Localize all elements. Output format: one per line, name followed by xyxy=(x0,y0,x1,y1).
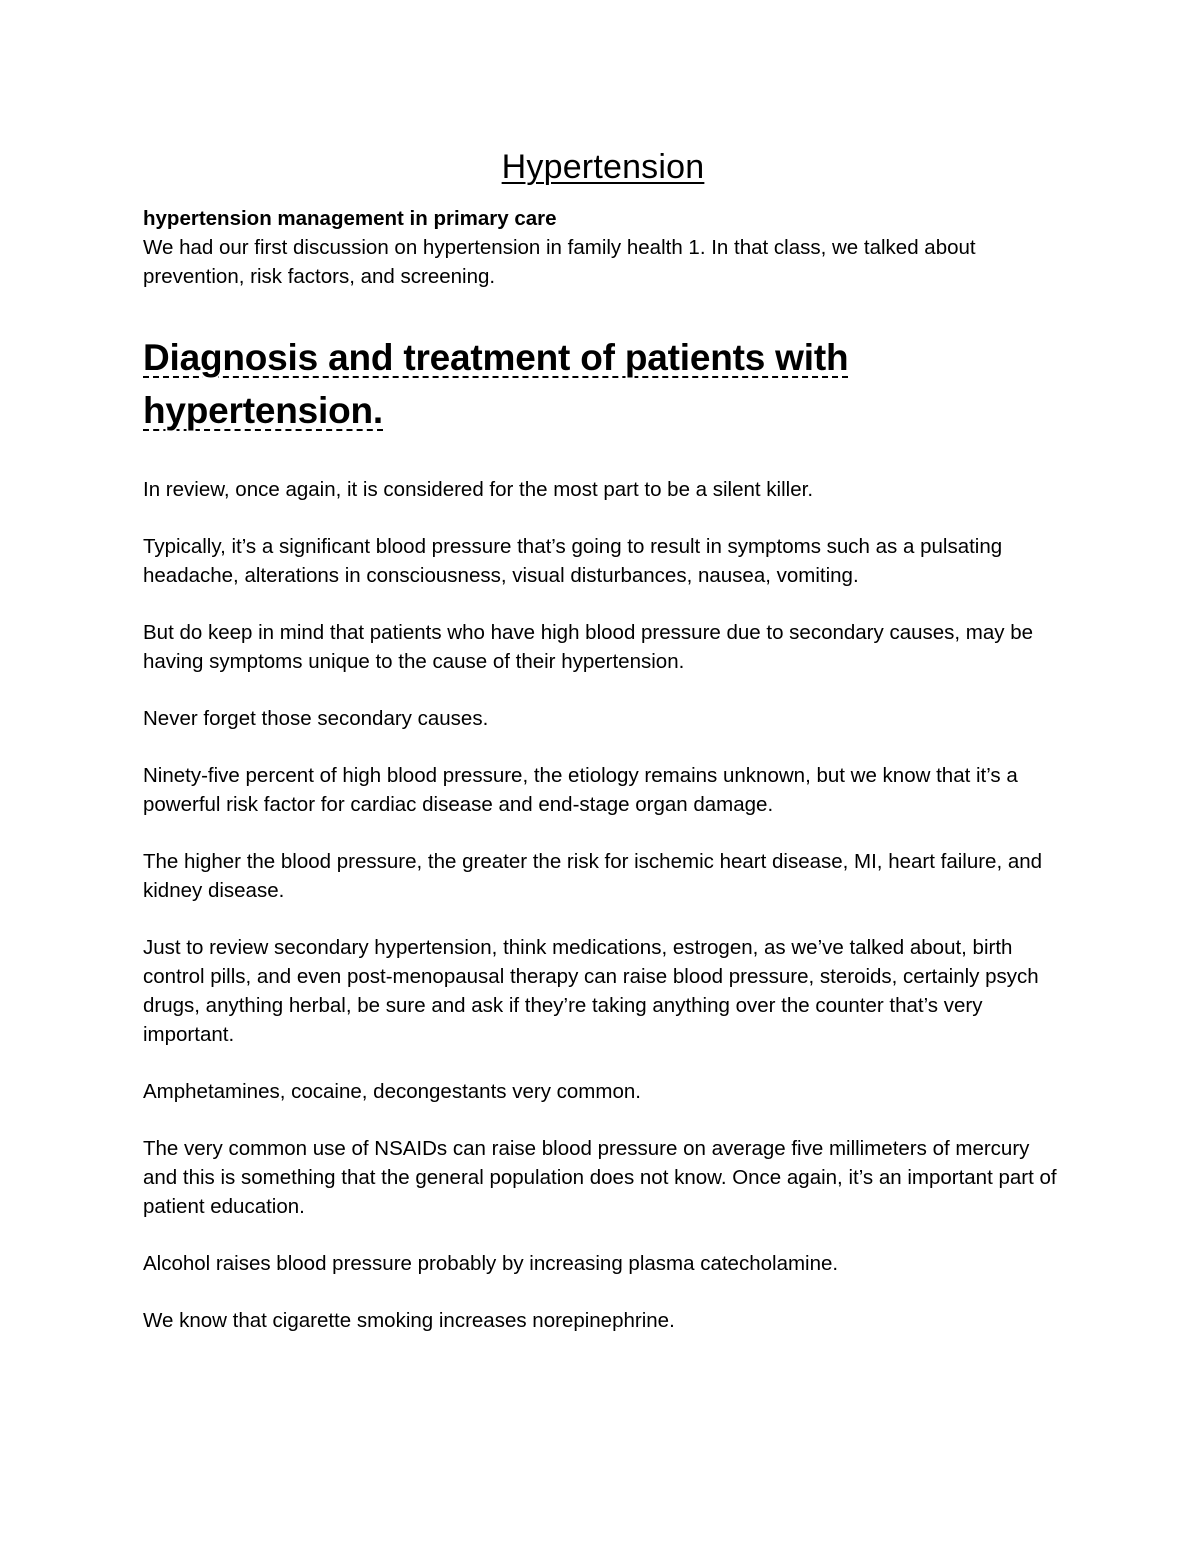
body-paragraph: Never forget those secondary causes. xyxy=(143,707,489,730)
intro-paragraph: We had our first discussion on hypertension in family health 1. In that class, we talked about prevention, risk factors, and screening. xyxy=(143,236,976,288)
body-paragraph: But do keep in mind that patients who have high blood pressure due to secondary causes, may be having symptoms unique to the cause of their hypertension. xyxy=(143,621,1034,673)
document-subtitle: hypertension management in primary care xyxy=(143,207,557,230)
body-paragraph: In review, once again, it is considered for the most part to be a silent killer. xyxy=(143,478,814,501)
body-paragraph: We know that cigarette smoking increases norepinephrine. xyxy=(143,1309,675,1332)
document-title-text: Hypertension xyxy=(501,148,705,186)
document-title xyxy=(143,146,1063,188)
body-paragraph: Ninety-five percent of high blood pressure, the etiology remains unknown, but we know that it’s a powerful risk factor for cardiac disease and end-stage organ damage. xyxy=(143,764,1018,816)
body-paragraph: Typically, it’s a significant blood pressure that’s going to result in symptoms such as a pulsating headache, alterations in consciousness, visual disturbances, nausea, vomiting. xyxy=(143,535,1003,587)
body-paragraph: The higher the blood pressure, the greater the risk for ischemic heart disease, MI, heart failure, and kidney disease. xyxy=(143,850,1043,902)
document-content xyxy=(143,146,1063,1363)
section-heading xyxy=(143,331,1063,437)
body-paragraph: The very common use of NSAIDs can raise blood pressure on average five millimeters of mercury and this is something that the general population does not know. Once again, it’s an important part of patient education. xyxy=(143,1137,1057,1218)
body-paragraph: Amphetamines, cocaine, decongestants very common. xyxy=(143,1080,641,1103)
section-heading-text: Diagnosis and treatment of patients with hypertension. xyxy=(143,337,849,431)
body-paragraph: Just to review secondary hypertension, think medications, estrogen, as we’ve talked about, birth control pills, and even post-menopausal therapy can raise blood pressure, steroids, certainly psych drugs, anything herbal, be sure and ask if they’re taking anything over the counter that’s very important. xyxy=(143,936,1039,1046)
body-paragraph: Alcohol raises blood pressure probably by increasing plasma catecholamine. xyxy=(143,1252,839,1275)
